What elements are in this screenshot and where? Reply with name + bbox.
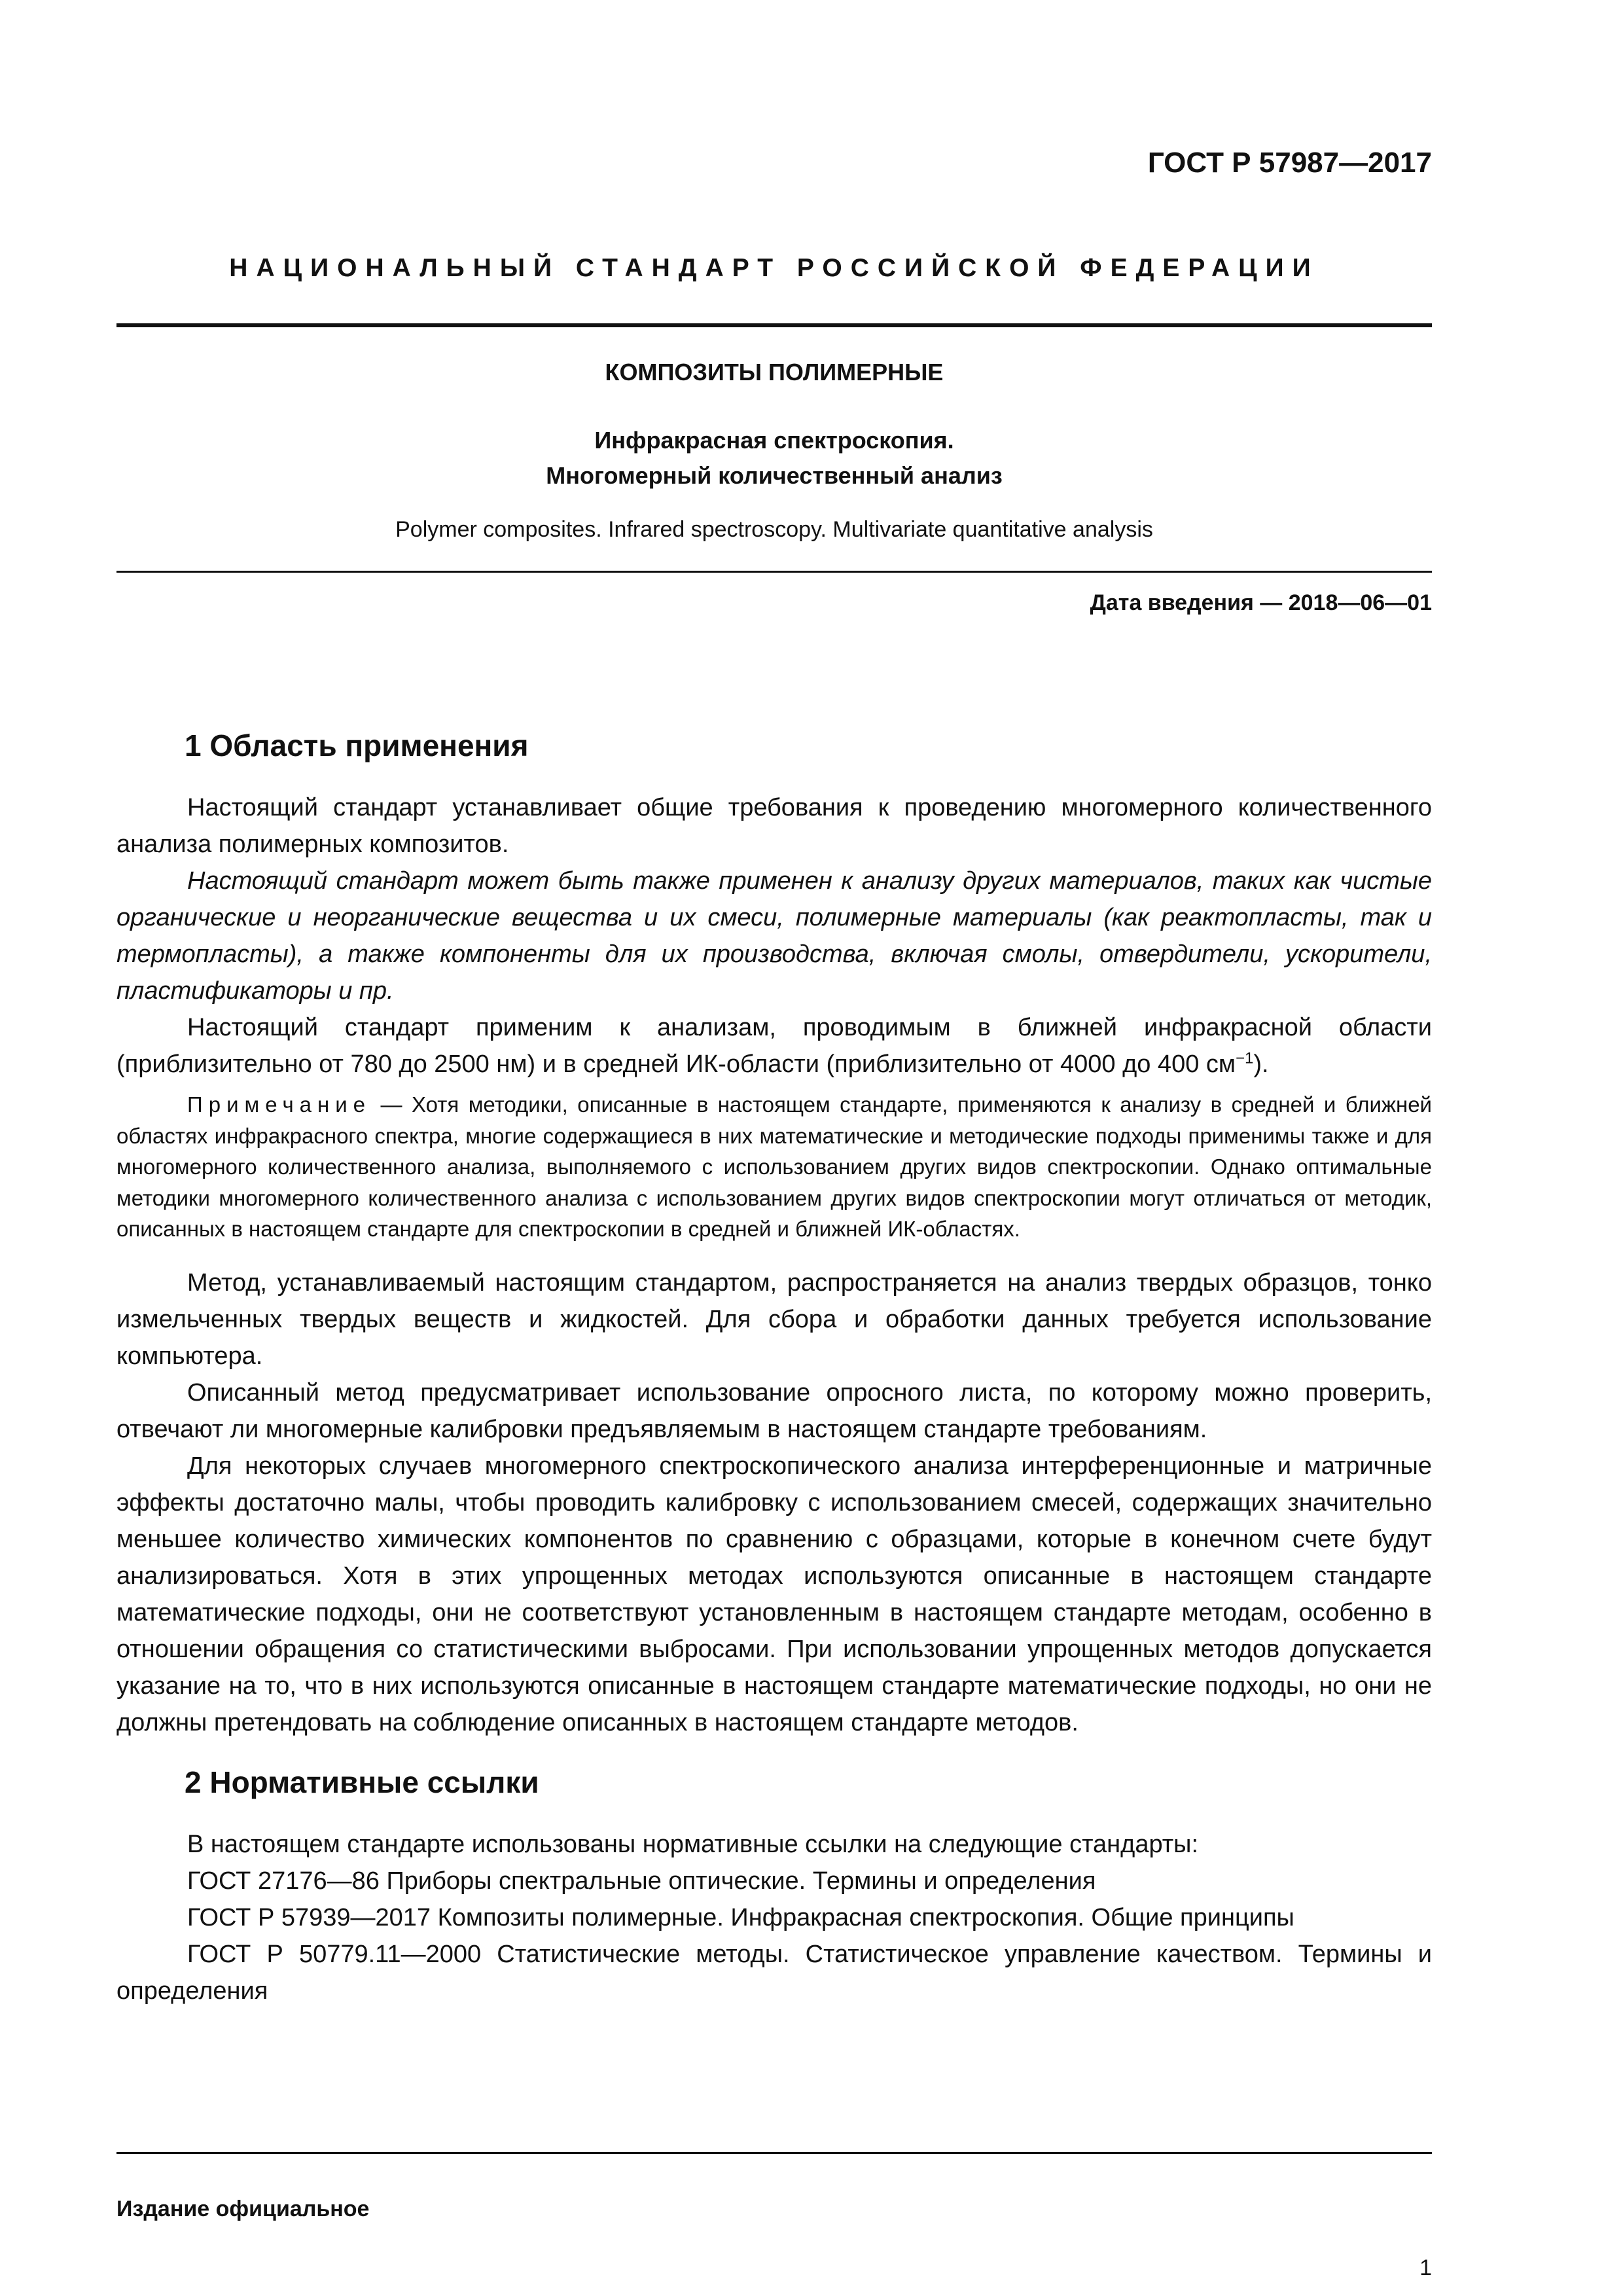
section-scope [116, 728, 1432, 1741]
note-text: — Хотя методики, описанные в настоящем стандарте, применяются к анализу в средней и ближней областях инфракрасного спектра, многие содержащиеся в них математические и методические подходы применимы также и для многомерного количественного анализа, выполняемого с использованием других видов спектроскопии. Однако оптимальные методики многомерного количественного анализа с использованием других видов спектроскопии могут отличаться от методик, описанных в настоящем стандарте для спектроскопии в средней и ближней ИК-областях. [116, 1092, 1432, 1241]
introduction-date: Дата введения — 2018—06—01 [1090, 590, 1432, 615]
reference-item: ГОСТ 27176—86 Приборы спектральные оптические. Термины и определения [187, 1867, 1096, 1895]
national-standard-banner: НАЦИОНАЛЬНЫЙ СТАНДАРТ РОССИЙСКОЙ ФЕДЕРАЦИИ [229, 254, 1319, 282]
paragraph: Описанный метод предусматривает использование опросного листа, по которому можно проверить, отвечают ли многомерные калибровки предъявляемым в настоящем стандарте требованиям. [116, 1378, 1432, 1443]
title-divider [116, 571, 1432, 573]
note [116, 1089, 1432, 1245]
document-title: КОМПОЗИТЫ ПОЛИМЕРНЫЕ [605, 359, 944, 386]
section-references [116, 1765, 1432, 2009]
paragraph-italic: Настоящий стандарт может быть также применен к анализу других материалов, таких как чистые органические и неорганические вещества и их смеси, полимерные материалы (как реактопласты, так и термопласты), а также компоненты для их производства, включая смолы, отвердители, ускорители, пластификаторы и пр. [116, 867, 1432, 1005]
paragraph-end: ). [1253, 1050, 1269, 1078]
paragraph-text: Настоящий стандарт применим к анализам, проводимым в ближней инфракрасной области (приблизительно от 780 до 2500 нм) и в средней ИК-области (приблизительно от 4000 до 400 см [116, 1014, 1432, 1078]
section-1-heading: 1 Область применения [185, 728, 529, 762]
document-page [116, 0, 1432, 2296]
superscript: −1 [1236, 1049, 1254, 1067]
section-2-heading: 2 Нормативные ссылки [185, 1765, 539, 1799]
paragraph: Для некоторых случаев многомерного спектроскопического анализа интерференционные и матричные эффекты достаточно малы, чтобы проводить калибровку с использованием смесей, содержащих значительно меньшее количество химических компонентов по сравнению с образцами, которые в конечном счете будут анализироваться. Хотя в этих упрощенных методах используются описанные в настоящем стандарте математические подходы, они не соответствуют установленным в настоящем стандарте методам, особенно в отношении обращения со статистическими выбросами. При использовании упрощенных методов допускается указание на то, что в них используются описанные в настоящем стандарте математические подходы, но они не должны претендовать на соблюдение описанных в настоящем стандарте методов. [116, 1452, 1432, 1736]
official-edition-label: Издание официальное [116, 2197, 370, 2221]
header-divider [116, 323, 1432, 327]
reference-item: ГОСТ Р 57939—2017 Композиты полимерные. Инфракрасная спектроскопия. Общие принципы [187, 1904, 1294, 1931]
reference-item: ГОСТ Р 50779.11—2000 Статистические методы. Статистическое управление качеством. Термины и определения [116, 1941, 1432, 2005]
paragraph: Метод, устанавливаемый настоящим стандартом, распространяется на анализ твердых образцов, тонко измельченных твердых веществ и жидкостей. Для сбора и обработки данных требуется использование компьютера. [116, 1268, 1432, 1370]
subtitle-line-2: Многомерный количественный анализ [546, 462, 1003, 489]
paragraph [116, 1009, 1432, 1083]
paragraph: Настоящий стандарт устанавливает общие требования к проведению многомерного количественного анализа полимерных композитов. [116, 794, 1432, 858]
footer-divider [116, 2152, 1432, 2154]
subtitle-line-1: Инфракрасная спектроскопия. [594, 427, 954, 454]
paragraph: В настоящем стандарте использованы нормативные ссылки на следующие стандарты: [187, 1831, 1199, 1858]
document-code: ГОСТ Р 57987—2017 [1147, 147, 1432, 179]
english-title: Polymer composites. Infrared spectroscopy. Multivariate quantitative analysis [395, 517, 1153, 542]
note-label: Примечание [187, 1092, 372, 1117]
page-number: 1 [1419, 2255, 1432, 2280]
document-subtitle [116, 423, 1432, 493]
